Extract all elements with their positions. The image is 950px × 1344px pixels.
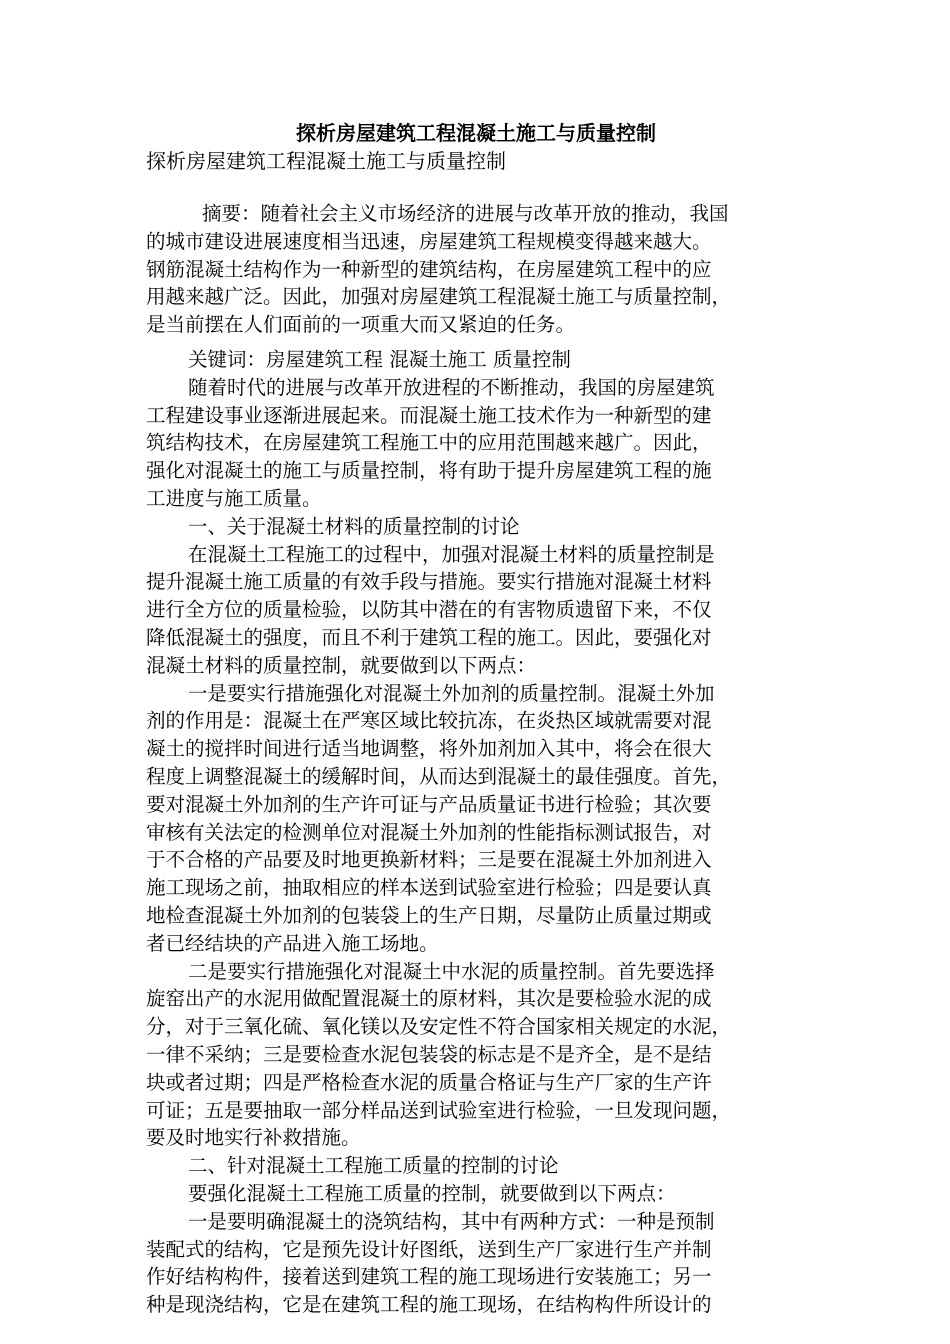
paragraph-line: 凝土的搅拌时间进行适当地调整，将外加剂加入其中，将会在很大 xyxy=(146,737,712,761)
paragraph-line: 可证；五是要抽取一部分样品送到试验室进行检验，一旦发现问题， xyxy=(146,1098,732,1122)
paragraph-line: 提升混凝土施工质量的有效手段与措施。要实行措施对混凝土材料 xyxy=(146,570,712,594)
paragraph-line: 审核有关法定的检测单位对混凝土外加剂的性能指标测试报告，对 xyxy=(146,820,712,844)
paragraph-line: 分，对于三氧化硫、氧化镁以及安定性不符合国家相关规定的水泥， xyxy=(146,1015,732,1039)
paragraph-line: 降低混凝土的强度，而且不利于建筑工程的施工。因此，要强化对 xyxy=(146,625,712,649)
paragraph-line: 混凝土材料的质量控制，就要做到以下两点： xyxy=(146,653,537,677)
paragraph-line: 筑结构技术，在房屋建筑工程施工中的应用范围越来越广。因此， xyxy=(146,431,712,455)
paragraph-line: 工进度与施工质量。 xyxy=(146,486,322,510)
paragraph-line: 在混凝土工程施工的过程中，加强对混凝土材料的质量控制是 xyxy=(188,542,715,566)
abstract-line: 是当前摆在人们面前的一项重大而又紧迫的任务。 xyxy=(146,313,576,337)
paragraph-line: 程度上调整混凝土的缓解时间，从而达到混凝土的最佳强度。首先， xyxy=(146,764,732,788)
abstract-line: 的城市建设进展速度相当迅速，房屋建筑工程规模变得越来越大。 xyxy=(146,229,712,253)
paragraph-line: 于不合格的产品要及时地更换新材料；三是要在混凝土外加剂进入 xyxy=(146,848,712,872)
abstract-line: 钢筋混凝土结构作为一种新型的建筑结构，在房屋建筑工程中的应 xyxy=(146,257,712,281)
paragraph-line: 二是要实行措施强化对混凝土中水泥的质量控制。首先要选择 xyxy=(188,959,715,983)
body-text xyxy=(146,346,806,1319)
paragraph-line: 要对混凝土外加剂的生产许可证与产品质量证书进行检验；其次要 xyxy=(146,792,712,816)
keywords-line: 关键词：房屋建筑工程 混凝土施工 质量控制 xyxy=(188,348,571,371)
paragraph-line: 进行全方位的质量检验，以防其中潜在的有害物质遗留下来，不仅 xyxy=(146,598,712,622)
paragraph-line: 施工现场之前，抽取相应的样本送到试验室进行检验；四是要认真 xyxy=(146,876,712,900)
paragraph-line: 一是要明确混凝土的浇筑结构，其中有两种方式：一种是预制 xyxy=(188,1209,715,1233)
abstract-line: 用越来越广泛。因此，加强对房屋建筑工程混凝土施工与质量控制， xyxy=(146,285,732,309)
section-heading: 一、关于混凝土材料的质量控制的讨论 xyxy=(188,514,520,538)
document-subtitle: 探析房屋建筑工程混凝土施工与质量控制 xyxy=(146,149,506,173)
abstract-paragraph xyxy=(146,200,806,339)
paragraph-line: 要及时地实行补救措施。 xyxy=(146,1126,361,1150)
paragraph-line: 一是要实行措施强化对混凝土外加剂的质量控制。混凝土外加 xyxy=(188,681,715,705)
paragraph-line: 强化对混凝土的施工与质量控制，将有助于提升房屋建筑工程的施 xyxy=(146,459,712,483)
paragraph-line: 随着时代的进展与改革开放进程的不断推动，我国的房屋建筑 xyxy=(188,375,715,399)
paragraph-line: 者已经结块的产品进入施工场地。 xyxy=(146,931,439,955)
abstract-line: 摘要：随着社会主义市场经济的进展与改革开放的推动，我国 xyxy=(202,202,729,225)
paragraph-line: 剂的作用是：混凝土在严寒区域比较抗冻，在炎热区域就需要对混 xyxy=(146,709,712,733)
paragraph-line: 旋窑出产的水泥用做配置混凝土的原材料，其次是要检验水泥的成 xyxy=(146,987,712,1011)
paragraph-line: 种是现浇结构，它是在建筑工程的施工现场，在结构构件所设计的 xyxy=(146,1293,712,1317)
paragraph-line: 地检查混凝土外加剂的包装袋上的生产日期，尽量防止质量过期或 xyxy=(146,903,712,927)
document-title: 探析房屋建筑工程混凝土施工与质量控制 xyxy=(296,121,656,145)
section-heading: 二、针对混凝土工程施工质量的控制的讨论 xyxy=(188,1154,559,1178)
paragraph-line: 要强化混凝土工程施工质量的控制，就要做到以下两点： xyxy=(188,1181,676,1205)
paragraph-line: 装配式的结构，它是预先设计好图纸，送到生产厂家进行生产并制 xyxy=(146,1237,712,1261)
paragraph-line: 工程建设事业逐渐进展起来。而混凝土施工技术作为一种新型的建 xyxy=(146,403,712,427)
paragraph-line: 一律不采纳；三是要检查水泥包装袋的标志是不是齐全，是不是结 xyxy=(146,1042,712,1066)
paragraph-line: 块或者过期；四是严格检查水泥的质量合格证与生产厂家的生产许 xyxy=(146,1070,712,1094)
paragraph-line: 作好结构构件，接着送到建筑工程的施工现场进行安装施工；另一 xyxy=(146,1265,712,1289)
